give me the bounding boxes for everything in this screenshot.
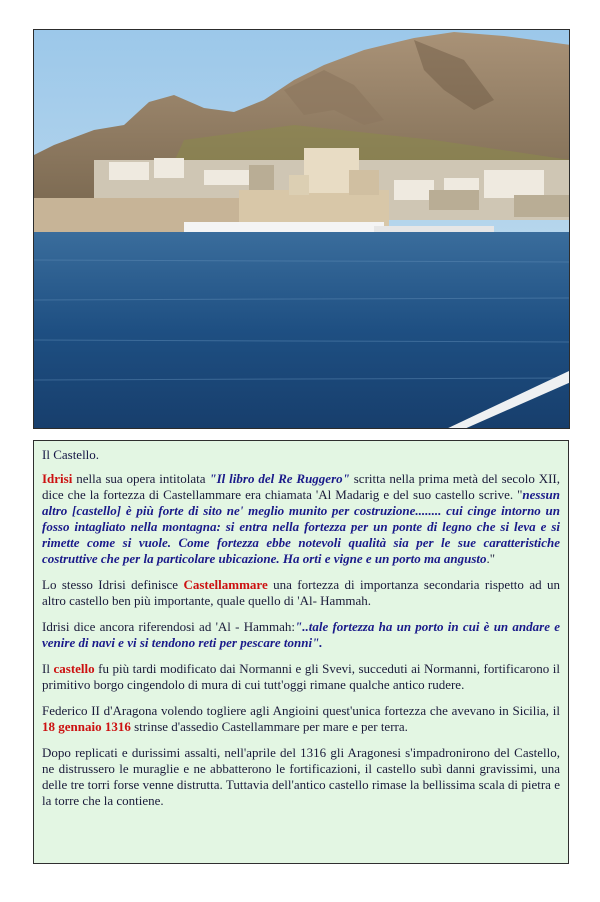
siege-date: 18 gennaio 1316: [42, 719, 131, 734]
book-title: "Il libro del Re Ruggero": [209, 471, 350, 486]
p5-text-2: strinse d'assedio Castellammare per mare e per terra.: [130, 719, 408, 734]
p4-text-2: fu più tardi modificato dai Normanni e gli Svevi, succeduti ai Normanni, fortificarono il primitivo borgo cingendolo di mura di cui tutt'oggi rimane qualche antico rudere.: [42, 661, 560, 692]
p2-text-1: Lo stesso Idrisi definisce: [42, 577, 184, 592]
castello-word: castello: [53, 661, 95, 676]
paragraph-federico: [42, 703, 560, 735]
p1-text-2: scritta nella prima metà del secolo XII, dice che la fortezza di Castellammare era chiamata 'Al Madarig e del suo castello scrive. ": [42, 471, 560, 502]
idrisi-quote: nessun altro [castello] è più forte di sito ne' meglio munito per costruzione........ cui cinge intorno un fosso intagliato nella montagna: si entra nella fortezza per un ponte di legno che si leva e si rimette come si vuole. Come fortezza ebbe notevoli qualità sia per le sue caratteristiche costruttive che per la particolare ubicazione. Ha orti e vigne e un porto ma angusto: [42, 487, 560, 566]
castle-harbour-illustration: [34, 30, 570, 429]
paragraph-castellammare: [42, 577, 560, 609]
paragraph-normanni: [42, 661, 560, 693]
p1-text-1: nella sua opera intitolata: [72, 471, 210, 486]
p1-end: .": [486, 551, 496, 566]
p3-text-1: Idrisi dice ancora riferendosi ad 'Al - Hammah:: [42, 619, 296, 634]
hammah-quote: "..tale fortezza ha un porto in cui è un andare e venire di navi e vi si tendono reti per pescare tonni".: [42, 619, 560, 650]
article-title: Il Castello.: [42, 447, 100, 462]
article-panel: [33, 440, 569, 864]
idrisi-name: Idrisi: [42, 471, 73, 486]
paragraph-hammah: [42, 619, 560, 651]
castellammare-name: Castellammare: [183, 577, 268, 592]
paragraph-aragonesi: Dopo replicati e durissimi assalti, nell'aprile del 1316 gli Aragonesi s'impadronirono del Castello, ne distrussero le muraglie e ne abbatterono le fortificazioni, il castello subì danni gravissimi, una delle tre torri forse venne distrutta. Tuttavia dell'antico castello rimase la bellissima scala di pietra e la torre che la contiene.: [42, 745, 560, 808]
p5-text-1: Federico II d'Aragona volendo togliere agli Angioini quest'unica fortezza che avevano in Sicilia, il: [42, 703, 560, 718]
castle-harbour-photo: [33, 29, 570, 429]
paragraph-idrisi: [42, 471, 560, 567]
p4-text-1: Il: [42, 661, 54, 676]
p2-text-2: una fortezza di importanza secondaria rispetto ad un altro castello ben più importante, quale quello di 'Al- Hammah.: [42, 577, 560, 608]
